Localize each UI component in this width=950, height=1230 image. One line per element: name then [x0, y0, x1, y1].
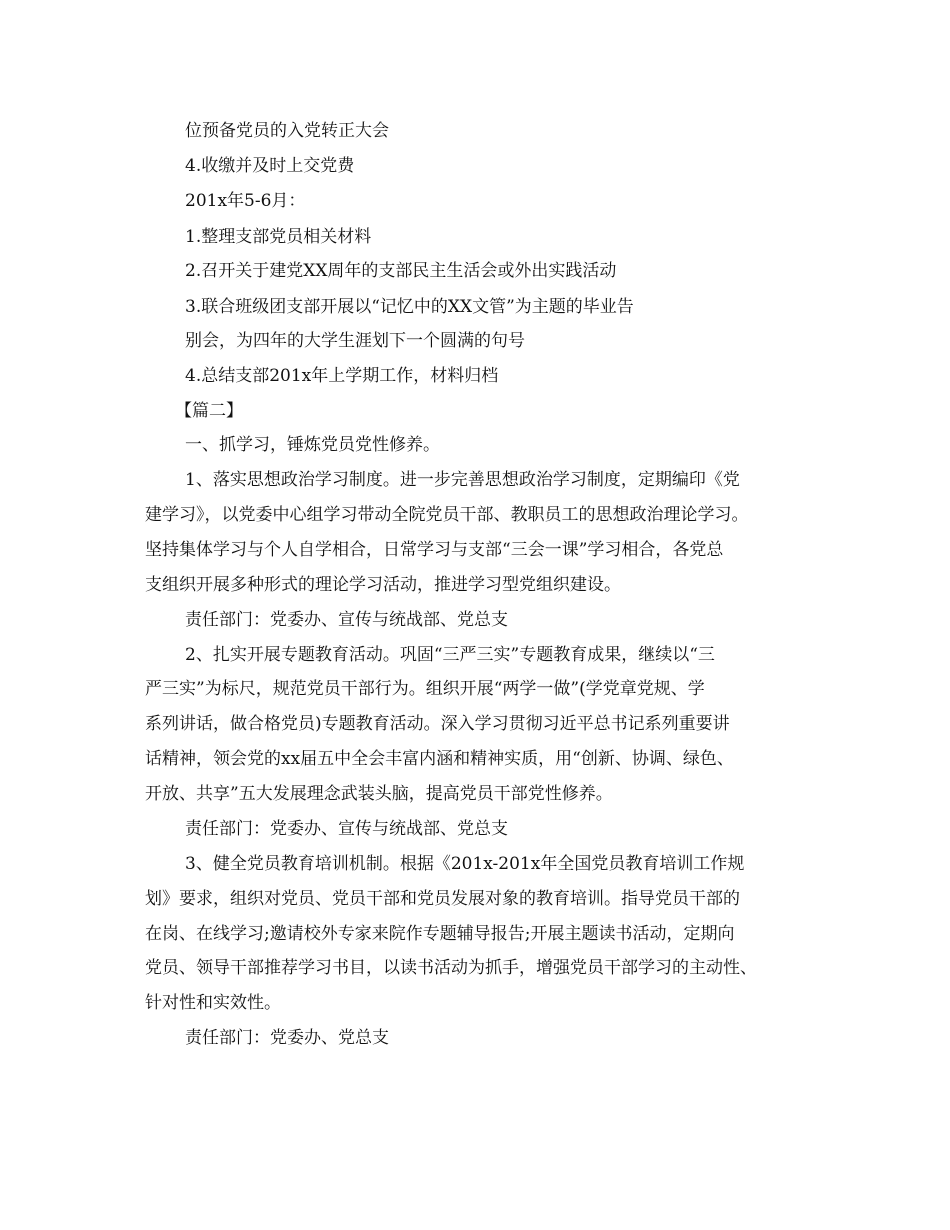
text-line: 支组织开展多种形式的理论学习活动，推进学习型党组织建设。: [145, 575, 621, 595]
text-line: 严三实”为标尺，规范党员干部行为。组织开展“两学一做”(学党章党规、学: [145, 679, 705, 699]
text-line: 在岗、在线学习;邀请校外专家来院作专题辅导报告;开展主题读书活动，定期向: [145, 924, 735, 944]
text-line: 话精神，领会党的xx届五中全会丰富内涵和精神实质，用“创新、协调、绿色、: [145, 749, 734, 769]
text-line: 201x年5-6月：: [185, 191, 306, 211]
text-line: 划》要求，组织对党员、党员干部和党员发展对象的教育培训。指导党员干部的: [145, 889, 740, 909]
section-heading: 【篇二】: [175, 401, 243, 421]
responsibility-line: 责任部门：党委办、党总支: [185, 1028, 389, 1048]
text-line: 开放、共享”五大发展理念武装头脑，提高党员干部党性修养。: [145, 784, 613, 804]
text-line: 位预备党员的入党转正大会: [185, 121, 389, 141]
text-line: 2、扎实开展专题教育活动。巩固“三严三实”专题教育成果，继续以“三: [185, 645, 715, 665]
text-line: 3、健全党员教育培训机制。根据《201x-201x年全国党员教育培训工作规: [185, 854, 745, 874]
text-line: 2.召开关于建党XX周年的支部民主生活会或外出实践活动: [185, 261, 617, 281]
text-line: 一、抓学习，锤炼党员党性修养。: [185, 435, 440, 455]
text-line: 建学习》，以党委中心组学习带动全院党员干部、教职员工的思想政治理论学习。: [145, 505, 749, 525]
text-line: 3.联合班级团支部开展以“记忆中的XX文管”为主题的毕业告: [185, 297, 634, 317]
text-line: 1、落实思想政治学习制度。进一步完善思想政治学习制度，定期编印《党: [185, 470, 740, 490]
responsibility-line: 责任部门：党委办、宣传与统战部、党总支: [185, 819, 508, 839]
text-line: 党员、领导干部推荐学习书目，以读书活动为抓手，增强党员干部学习的主动性、: [145, 958, 757, 978]
text-line: 针对性和实效性。: [145, 993, 281, 1013]
text-line: 4.收缴并及时上交党费: [185, 156, 355, 176]
text-line: 别会，为四年的大学生涯划下一个圆满的句号: [185, 331, 525, 351]
text-line: 1.整理支部党员相关材料: [185, 227, 372, 247]
text-line: 4.总结支部201x年上学期工作，材料归档: [185, 366, 499, 386]
responsibility-line: 责任部门：党委办、宣传与统战部、党总支: [185, 610, 508, 630]
text-line: 系列讲话，做合格党员)专题教育活动。深入学习贯彻习近平总书记系列重要讲: [145, 714, 730, 734]
text-line: 坚持集体学习与个人自学相合，日常学习与支部“三会一课”学习相合，各党总: [145, 540, 724, 560]
